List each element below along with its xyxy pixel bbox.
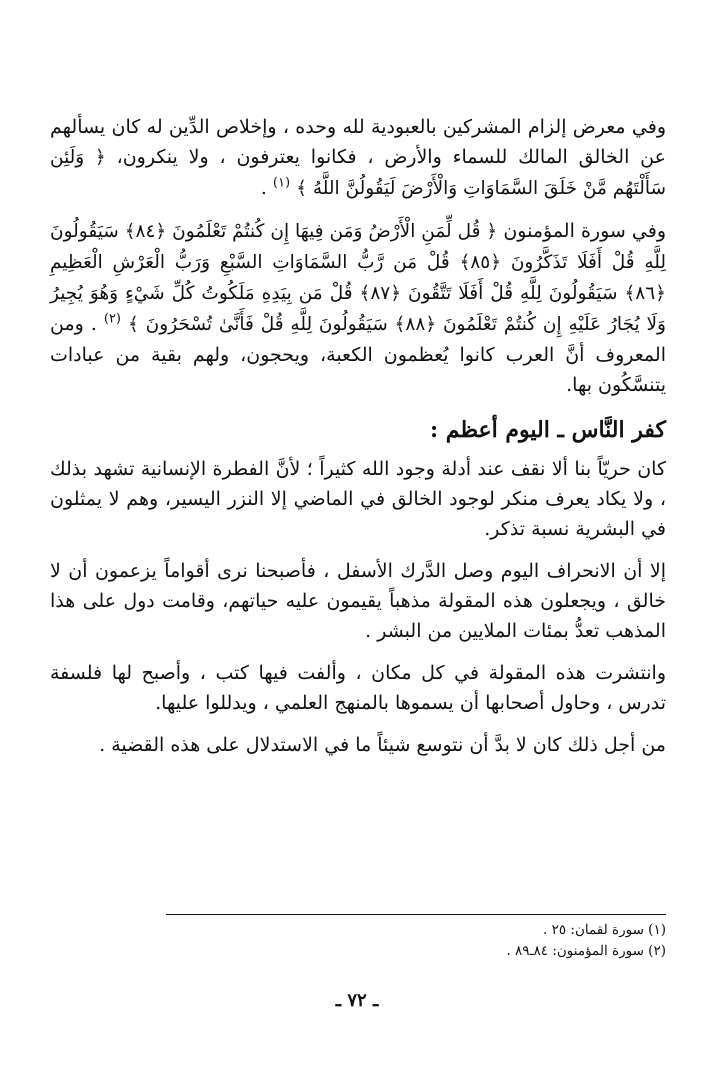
paragraph-2-end: . ومن المعروف أنَّ العرب كانوا يُعظمون الكعبة، ويحجون، ولهم بقية من عبادات يتنسَّكُون بها. [50, 313, 666, 396]
footnote-2: (٢) سورة المؤمنون: ٨٤ـ٨٩ . [506, 943, 666, 959]
paragraph-5: وانتشرت هذه المقولة في كل مكان ، وألفت فيها كتب ، وأصبح لها فلسفة تدرس ، وحاول أصحابها أن يسموها بالمنهج العلمي ، ويدللوا عليها. [50, 662, 666, 714]
footnote-ref-1[interactable]: (١) [272, 175, 291, 191]
quran-verse-luqman: ﴿ وَلَئِن سَأَلْتَهُم مَّنْ خَلَقَ السَّمَاوَاتِ وَالْأَرْضَ لَيَقُولُنَّ اللَّهُ ﴾ [50, 147, 666, 199]
paragraph-6: من أجل ذلك كان لا بدَّ أن نتوسع شيئاً ما في الاستدلال على هذه القضية . [99, 734, 666, 756]
page-number: ـ ٧٢ ـ [335, 990, 379, 1011]
paragraph-2 [50, 216, 666, 400]
footnotes [166, 920, 666, 962]
paragraph-4: إلا أن الانحراف اليوم وصل الدَّرك الأسفل ، فأصبحنا نرى أقواماً يزعمون أن لا خالق ، ويجعلون هذه المقولة مذهباً يقيمون عليه حياتهم، وقامت دول على هذا المذهب تعدُّ بمئات الملايين من البشر . [50, 560, 666, 642]
paragraph-1-text: وفي معرض إلزام المشركين بالعبودية لله وحده ، وإخلاص الدِّين له كان يسألهم عن الخالق المالك للسماء والأرض ، فكانوا يعترفون ، ولا ينكرون، [50, 116, 666, 168]
quran-verses-muminun: ﴿ قُل لِّمَنِ الْأَرْضُ وَمَن فِيهَا إِن كُنتُمْ تَعْلَمُونَ ﴿٨٤﴾ سَيَقُولُونَ لِلَّهِ قُلْ أَفَلَا تَذَكَّرُونَ ﴿٨٥﴾ قُلْ مَن رَّبُّ السَّمَاوَاتِ السَّبْعِ وَرَبُّ الْعَرْشِ الْعَظِيمِ ﴿٨٦﴾ سَيَقُولُونَ لِلَّهِ قُلْ أَفَلَا تَتَّقُونَ ﴿٨٧﴾ قُلْ مَن بِيَدِهِ مَلَكُوتُ كُلِّ شَيْءٍ وَهُوَ يُجِيرُ وَلَا يُجَارُ عَلَيْهِ إِن كُنتُمْ تَعْلَمُونَ ﴿٨٨﴾ سَيَقُولُونَ لِلَّهِ قُلْ فَأَنَّىٰ تُسْحَرُونَ ﴾ [50, 221, 667, 335]
page-body [50, 112, 666, 760]
footnote-1: (١) سورة لقمان: ٢٥ . [543, 922, 666, 938]
section-heading: كفر النَّاس ـ اليوم أعظم : [430, 417, 666, 443]
footnote-divider [166, 914, 666, 915]
footnote-ref-2[interactable]: (٢) [103, 311, 121, 327]
paragraph-1 [50, 112, 666, 204]
paragraph-1-end: . [260, 177, 267, 199]
paragraph-3: كان حريّاً بنا ألا نقف عند أدلة وجود الله كثيراً ؛ لأنَّ الفطرة الإنسانية تشهد بذلك ، ولا يكاد يعرف منكر لوجود الخالق في الماضي إلا النزر اليسير، وهم لا يمثلون في البشرية نسبة تذكر. [50, 458, 666, 540]
paragraph-2-intro: وفي سورة المؤمنون [497, 220, 667, 242]
